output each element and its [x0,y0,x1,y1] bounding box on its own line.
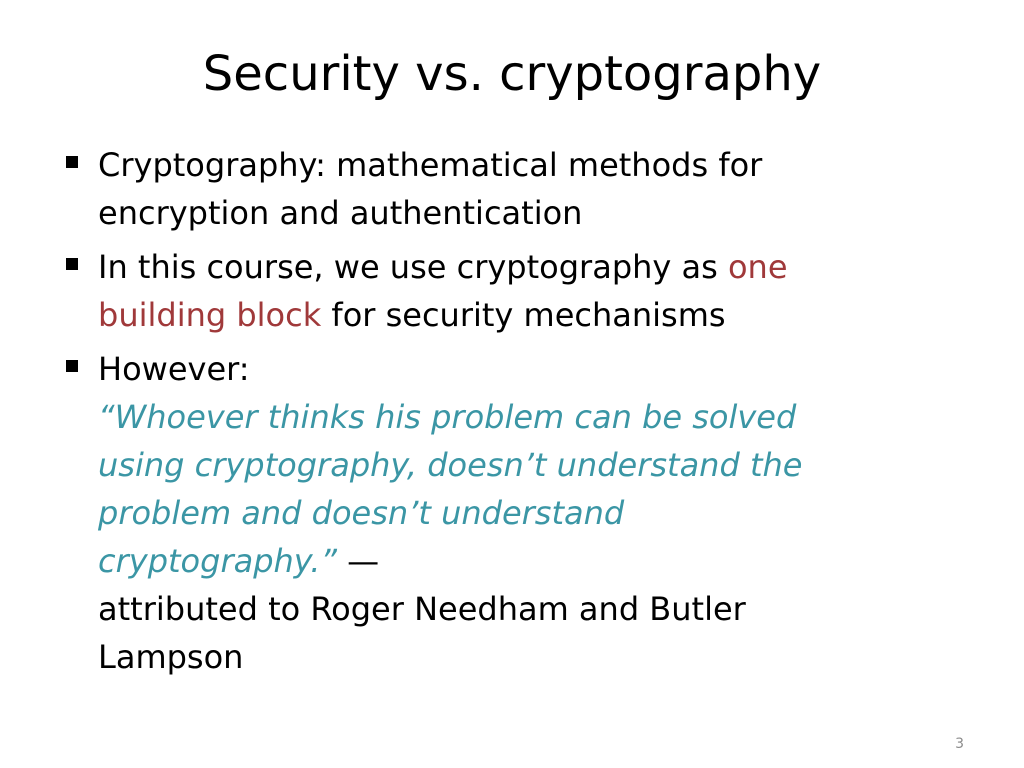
quote-line-2: using cryptography, doesn’t understand the [98,446,803,484]
bullet-2-accent-text: one [727,248,788,286]
bullet-however-quote [66,345,926,681]
slide-number: 3 [955,736,964,752]
quote-line-4 [98,537,926,585]
bullet-1-line-2: encryption and authentication [98,194,583,232]
bullet-list [66,141,926,687]
bullet-2-plain-text: In this course, we use cryptography as [98,248,728,286]
attribution-line-1: attributed to Roger Needham and Butler [98,590,746,628]
quote-end-text: cryptography.” [98,542,337,580]
bullet-course-usage [66,243,926,339]
bullet-1-line-1: Cryptography: mathematical methods for [98,146,763,184]
quote-dash: — [337,542,380,580]
bullet-2-accent-text-continued: building block [98,296,322,334]
square-bullet-icon [66,156,78,168]
bullet-2-line-2 [98,291,926,339]
bullet-2-line-1 [98,243,926,291]
bullet-2-plain-text-continued: for security mechanisms [321,296,726,334]
attribution-line-2: Lampson [98,638,244,676]
quote-line-3: problem and doesn’t understand [98,494,625,532]
quote-line-1: “Whoever thinks his problem can be solved [98,398,797,436]
square-bullet-icon [66,258,78,270]
slide-title: Security vs. cryptography [202,46,822,102]
square-bullet-icon [66,360,78,372]
bullet-cryptography-definition [66,141,926,237]
bullet-3-intro: However: [98,350,250,388]
